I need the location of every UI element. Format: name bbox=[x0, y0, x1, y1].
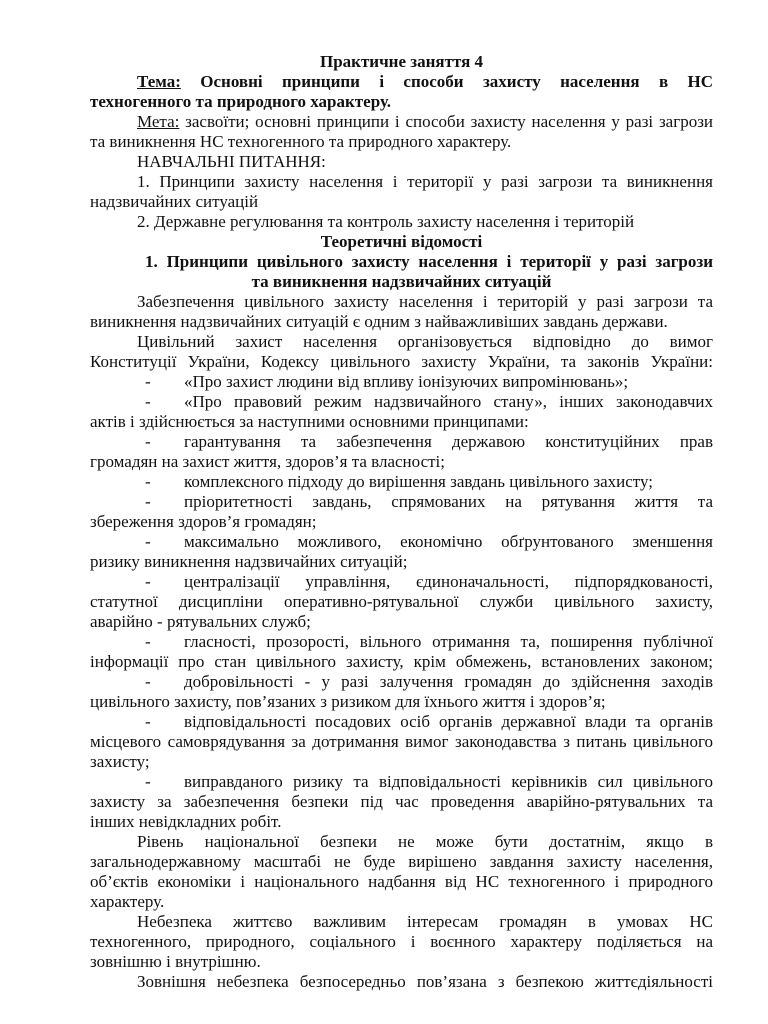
bullet-marker: - bbox=[145, 772, 151, 791]
body-line: інформації про стан цивільного захисту, крім обмежень, встановлених законом; bbox=[90, 652, 713, 671]
body-line: «Про захист людини від впливу іонізуючих випромінювань»; bbox=[184, 372, 629, 391]
body-line: Зовнішня небезпека безпосередньо пов’язана з безпекою життєдіяльності bbox=[137, 972, 713, 991]
body-line: актів і здійснюється за наступними основними принципами: bbox=[90, 412, 529, 431]
body-line: техногенного, природного, соціального і воєнного характеру поділяється на bbox=[90, 932, 713, 951]
body-line: пріоритетності завдань, спрямованих на рятування життя та bbox=[184, 492, 713, 511]
body-line: загальнодержавному масштабі не буде вирішено завдання захисту населення, bbox=[90, 852, 713, 871]
goal-line-2: та виникнення НС техногенного та природного характеру. bbox=[90, 132, 512, 151]
topic-line-2: техногенного та природного характеру. bbox=[90, 92, 391, 111]
body-line: Рівень національної безпеки не може бути достатнім, якщо в bbox=[137, 832, 713, 851]
question-2: 2. Державне регулювання та контроль захисту населення і територій bbox=[137, 212, 635, 231]
topic-text: Основні принципи і способи захисту населення в НС bbox=[200, 72, 713, 91]
body-line: інших невідкладних робіт. bbox=[90, 812, 282, 831]
topic-label: Тема: bbox=[137, 72, 181, 91]
body-line: Конституції України, Кодексу цивільного захисту України, та законів України: bbox=[90, 352, 713, 371]
question-1-line-1: 1. Принципи захисту населення і території у разі загрози та виникнення bbox=[137, 172, 713, 191]
bullet-marker: - bbox=[145, 372, 151, 391]
question-1-line-2: надзвичайних ситуацій bbox=[90, 192, 259, 211]
body-line: аварійно - рятувальних служб; bbox=[90, 612, 311, 631]
bullet-marker: - bbox=[145, 532, 151, 551]
body-line: цивільного захисту, пов’язаних з ризиком для їхнього життя і здоров’я; bbox=[90, 692, 606, 711]
body-line: централізації управління, єдиноначальності, підпорядкованості, bbox=[184, 572, 713, 591]
bullet-marker: - bbox=[145, 392, 151, 411]
section-title-line-2: та виникнення надзвичайних ситуацій bbox=[251, 272, 552, 291]
questions-heading: НАВЧАЛЬНІ ПИТАННЯ: bbox=[137, 152, 326, 171]
body-line: відповідальності посадових осіб органів державної влади та органів bbox=[184, 712, 713, 731]
section-title-line-1: 1. Принципи цивільного захисту населення і території у разі загрози bbox=[145, 252, 713, 271]
body-line: ризику виникнення надзвичайних ситуацій; bbox=[90, 552, 408, 571]
body-line: захисту; bbox=[90, 752, 150, 771]
body-line: статутної дисципліни оперативно-рятувальної служби цивільного захисту, bbox=[90, 592, 713, 611]
goal-line-1 bbox=[90, 112, 713, 132]
body-line: виправданого ризику та відповідальності керівників сил цивільного bbox=[184, 772, 713, 791]
body-line: «Про правовий режим надзвичайного стану», інших законодавчих bbox=[184, 392, 713, 411]
body-line: Забезпечення цивільного захисту населення і територій у разі загрози та bbox=[137, 292, 713, 311]
body-line: виникнення надзвичайних ситуацій є одним з найважливіших завдань держави. bbox=[90, 312, 668, 331]
body-line: комплексного підходу до вирішення завдань цивільного захисту; bbox=[184, 472, 653, 491]
bullet-marker: - bbox=[145, 632, 151, 651]
document-title: Практичне заняття 4 bbox=[319, 52, 484, 71]
body-line: збереження здоров’я громадян; bbox=[90, 512, 317, 531]
body-line: гарантування та забезпечення державою конституційних прав bbox=[184, 432, 713, 451]
body-line: місцевого самоврядування за дотримання вимог законодавства з питань цивільного bbox=[90, 732, 713, 751]
body-line: зовнішню і внутрішню. bbox=[90, 952, 261, 971]
bullet-marker: - bbox=[145, 432, 151, 451]
body-line: характеру. bbox=[90, 892, 165, 911]
body-line: Цивільний захист населення організовується відповідно до вимог bbox=[137, 332, 713, 351]
bullet-marker: - bbox=[145, 572, 151, 591]
body-line: добровільності - у разі залучення громадян до здійснення заходів bbox=[184, 672, 713, 691]
body-line: громадян на захист життя, здоров’я та власності; bbox=[90, 452, 445, 471]
bullet-marker: - bbox=[145, 492, 151, 511]
body-line: захисту за забезпечення безпеки під час проведення аварійно-рятувальних та bbox=[90, 792, 713, 811]
theory-heading: Теоретичні відомості bbox=[320, 232, 483, 251]
body-line: максимально можливого, економічно обґрунтованого зменшення bbox=[184, 532, 713, 551]
goal-text: засвоїти; основні принципи і способи захисту населення у разі загрози bbox=[185, 112, 713, 131]
goal-label: Мета: bbox=[137, 112, 180, 131]
body-line: гласності, прозорості, вільного отримання та, поширення публічної bbox=[184, 632, 713, 651]
topic-line-1 bbox=[90, 72, 713, 92]
bullet-marker: - bbox=[145, 672, 151, 691]
bullet-marker: - bbox=[145, 712, 151, 731]
body-line: Небезпека життєво важливим інтересам громадян в умовах НС bbox=[137, 912, 713, 931]
bullet-marker: - bbox=[145, 472, 151, 491]
body-line: об’єктів економіки і національного надбання від НС техногенного і природного bbox=[90, 872, 713, 891]
